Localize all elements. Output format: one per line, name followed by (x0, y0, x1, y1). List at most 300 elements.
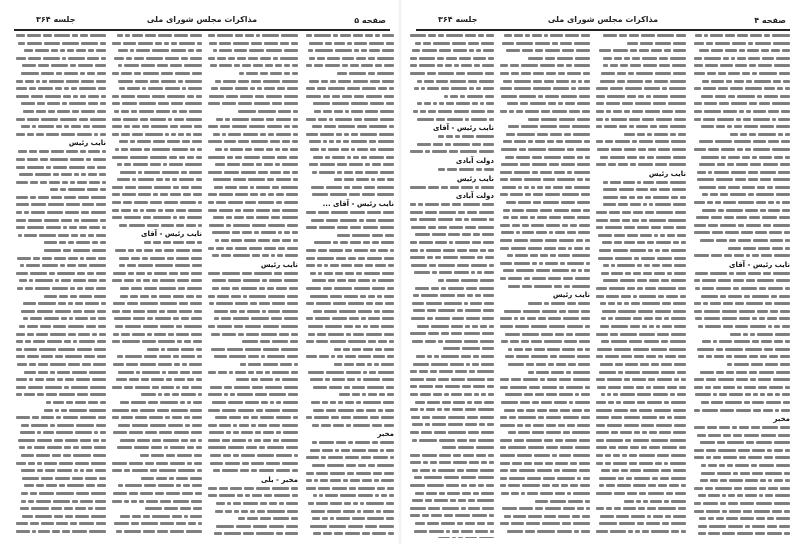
text-line (594, 71, 686, 76)
text-line (304, 109, 394, 114)
text-line (14, 506, 106, 511)
text-line (14, 233, 106, 238)
text-line (498, 529, 590, 534)
text-line (498, 301, 590, 306)
text-line (14, 362, 106, 367)
text-line (304, 531, 394, 536)
text-line (408, 324, 494, 329)
session-number: جلسه ۳۶۴ (36, 15, 76, 24)
text-line (408, 491, 494, 496)
text-line (206, 301, 298, 306)
text-line (692, 79, 790, 84)
text-line (110, 316, 202, 321)
text-line (14, 240, 106, 245)
text-line (206, 33, 298, 38)
text-line (594, 491, 686, 496)
text-line (498, 192, 590, 197)
text-line (594, 33, 686, 38)
text-line (692, 177, 790, 182)
text-line (498, 200, 590, 205)
text-line (692, 147, 790, 152)
text-line (594, 506, 686, 511)
text-line (206, 109, 298, 114)
text-line (304, 332, 394, 337)
text-line (14, 256, 106, 261)
text-line (594, 256, 686, 261)
text-line (14, 309, 106, 314)
text-line (594, 316, 686, 321)
text-line (594, 278, 686, 283)
text-line (498, 347, 590, 352)
text-line (304, 516, 394, 521)
text-line (692, 246, 790, 251)
text-line (692, 478, 790, 483)
text-line (498, 48, 590, 53)
text-line (14, 377, 106, 382)
text-line (408, 430, 494, 435)
text-line (594, 187, 686, 192)
text-line (692, 109, 790, 114)
text-line (110, 324, 202, 329)
text-line (692, 408, 790, 413)
text-line (498, 132, 590, 137)
text-line (498, 354, 590, 359)
page-number: صفحه ۴ (754, 16, 786, 25)
text-line (594, 41, 686, 46)
text-line (14, 294, 106, 299)
text-line (692, 377, 790, 382)
text-line (206, 215, 298, 220)
text-line (14, 529, 106, 534)
text-line (206, 246, 298, 251)
text-line (110, 185, 202, 190)
text-line (14, 132, 106, 137)
text-line (692, 139, 790, 144)
text-line (304, 139, 394, 144)
text-line (498, 71, 590, 76)
text-line (304, 509, 394, 514)
text-line (304, 132, 394, 137)
text-line (498, 215, 590, 220)
text-line (110, 147, 202, 152)
speaker-heading: مخبر - بلی (261, 475, 298, 484)
text-line (498, 253, 590, 258)
text-line (304, 478, 394, 483)
text-line (594, 408, 686, 413)
text-line (110, 79, 202, 84)
text-line (304, 286, 394, 291)
text-line (206, 486, 298, 491)
text-line (498, 468, 590, 473)
text-line (692, 238, 790, 243)
text-line (304, 362, 394, 367)
text-line (206, 155, 298, 160)
text-line (408, 354, 494, 359)
text-line (594, 324, 686, 329)
text-line (692, 230, 790, 235)
text-line (206, 531, 298, 536)
text-line (206, 278, 298, 283)
text-line (498, 370, 590, 375)
text-line (206, 493, 298, 498)
text-line (304, 86, 394, 91)
text-line (304, 377, 394, 382)
text-line (692, 463, 790, 468)
text-line (594, 521, 686, 526)
text-line (206, 400, 298, 405)
text-line (304, 177, 394, 182)
text-line (206, 294, 298, 299)
text-line (408, 270, 494, 275)
text-line (692, 124, 790, 129)
text-line (110, 438, 202, 443)
text-line (498, 276, 590, 281)
text-line (498, 453, 590, 458)
speaker-heading: نایب رئیس - آقای (141, 230, 202, 239)
text-line (14, 347, 106, 352)
text-line (498, 392, 590, 397)
text-line (408, 232, 494, 237)
text-line (14, 124, 106, 129)
text-column (110, 33, 202, 538)
text-line (692, 71, 790, 76)
text-line (594, 309, 686, 314)
text-line (594, 385, 686, 390)
text-line (408, 438, 494, 443)
text-column (692, 33, 790, 538)
text-line (110, 248, 202, 253)
text-line (692, 170, 790, 175)
text-line (304, 263, 394, 268)
text-line (692, 486, 790, 491)
text-line (206, 370, 298, 375)
text-line (110, 177, 202, 182)
text-line (498, 155, 590, 160)
text-line (304, 415, 394, 420)
text-line (594, 423, 686, 428)
text-line (304, 117, 394, 122)
text-line (14, 165, 106, 170)
text-line (14, 195, 106, 200)
text-line (14, 109, 106, 114)
text-line (14, 301, 106, 306)
text-line (110, 339, 202, 344)
text-line (498, 385, 590, 390)
text-line (408, 255, 494, 260)
text-line (692, 200, 790, 205)
text-line (408, 41, 494, 46)
text-line (14, 157, 106, 162)
text-line (14, 324, 106, 329)
text-line (110, 415, 202, 420)
text-line (304, 370, 394, 375)
text-line (692, 309, 790, 314)
text-line (408, 33, 494, 38)
text-line (408, 460, 494, 465)
text-line (110, 332, 202, 337)
text-line (110, 521, 202, 526)
text-line (692, 509, 790, 514)
text-line (14, 438, 106, 443)
text-line (692, 56, 790, 61)
text-line (304, 63, 394, 68)
text-line (594, 48, 686, 53)
text-line (304, 124, 394, 129)
text-line (304, 301, 394, 306)
text-line (110, 109, 202, 114)
text-line (692, 63, 790, 68)
text-line (408, 48, 494, 53)
text-line (206, 408, 298, 413)
text-line (594, 162, 686, 167)
text-line (110, 271, 202, 276)
text-line (304, 324, 394, 329)
text-line (408, 369, 494, 374)
text-line (498, 309, 590, 314)
text-line (498, 223, 590, 228)
text-line (408, 316, 494, 321)
text-line (692, 524, 790, 529)
text-line (14, 521, 106, 526)
text-line (692, 223, 790, 228)
text-line (594, 339, 686, 344)
text-line (304, 248, 394, 253)
speaker-heading: نایب رئیس (552, 291, 590, 300)
text-line (206, 339, 298, 344)
text-line (206, 430, 298, 435)
text-line (110, 170, 202, 175)
text-line (692, 425, 790, 430)
text-line (498, 438, 590, 443)
text-line (304, 316, 394, 321)
text-line (304, 162, 394, 167)
text-line (692, 192, 790, 197)
text-line (206, 223, 298, 228)
text-line (692, 208, 790, 213)
text-line (408, 63, 494, 68)
text-line (594, 415, 686, 420)
text-line (110, 430, 202, 435)
text-line (692, 94, 790, 99)
text-line (498, 499, 590, 504)
text-line (498, 284, 590, 289)
text-line (692, 286, 790, 291)
text-line (110, 445, 202, 450)
text-line (110, 278, 202, 283)
text-line (498, 514, 590, 519)
text-line (110, 294, 202, 299)
text-line (14, 41, 106, 46)
publication-title: مذاکرات مجلس شورای ملی (146, 15, 258, 24)
text-line (594, 354, 686, 359)
text-line (498, 408, 590, 413)
text-line (408, 149, 494, 154)
text-line (692, 385, 790, 390)
text-line (206, 238, 298, 243)
text-line (304, 392, 394, 397)
text-line (110, 200, 202, 205)
text-line (206, 101, 298, 106)
text-line (304, 271, 394, 276)
speaker-heading: نایب رئیس (260, 260, 298, 269)
speaker-heading: دولت آبادی (455, 156, 494, 165)
text-line (14, 316, 106, 321)
text-line (14, 117, 106, 122)
text-line (408, 71, 494, 76)
text-line (408, 263, 494, 268)
text-line (408, 377, 494, 382)
text-column (206, 33, 298, 538)
text-line (110, 63, 202, 68)
text-line (692, 155, 790, 160)
text-line (594, 476, 686, 481)
text-line (14, 476, 106, 481)
text-line (692, 162, 790, 167)
text-line (14, 187, 106, 192)
text-line (206, 332, 298, 337)
text-line (408, 185, 494, 190)
text-line (594, 468, 686, 473)
text-line (692, 132, 790, 137)
text-line (206, 170, 298, 175)
text-line (206, 286, 298, 291)
text-line (408, 308, 494, 313)
text-line (110, 263, 202, 268)
text-line (206, 71, 298, 76)
text-line (304, 33, 394, 38)
text-line (594, 202, 686, 207)
text-line (408, 109, 494, 114)
text-line (498, 170, 590, 175)
text-line (206, 468, 298, 473)
text-line (14, 468, 106, 473)
text-line (110, 408, 202, 413)
text-line (304, 400, 394, 405)
text-line (304, 463, 394, 468)
text-line (206, 347, 298, 352)
text-line (594, 377, 686, 382)
text-line (692, 101, 790, 106)
text-line (14, 491, 106, 496)
text-line (692, 278, 790, 283)
text-line (206, 438, 298, 443)
text-line (110, 468, 202, 473)
text-line (692, 531, 790, 536)
text-line (14, 94, 106, 99)
text-line (594, 225, 686, 230)
text-line (594, 294, 686, 299)
text-line (408, 167, 494, 172)
text-line (498, 86, 590, 91)
text-line (110, 86, 202, 91)
text-line (594, 392, 686, 397)
text-line (110, 423, 202, 428)
text-line (110, 56, 202, 61)
text-line (594, 233, 686, 238)
page-header (14, 14, 390, 28)
text-line (594, 240, 686, 245)
text-line (594, 79, 686, 84)
text-line (594, 286, 686, 291)
text-line (110, 286, 202, 291)
speaker-heading: نایب رئیس - آقای ... (322, 200, 394, 209)
text-line (110, 514, 202, 519)
text-line (692, 253, 790, 258)
text-line (14, 79, 106, 84)
text-line (692, 362, 790, 367)
speaker-heading: نایب رئیس (648, 169, 686, 178)
text-line (498, 230, 590, 235)
text-line (408, 86, 494, 91)
text-line (206, 162, 298, 167)
text-line (14, 286, 106, 291)
text-line (14, 339, 106, 344)
text-line (206, 48, 298, 53)
text-line (14, 370, 106, 375)
text-line (110, 256, 202, 261)
text-line (498, 362, 590, 367)
text-line (594, 514, 686, 519)
text-line (594, 461, 686, 466)
text-line (692, 215, 790, 220)
text-line (110, 491, 202, 496)
header-rule (416, 29, 790, 31)
text-line (408, 415, 494, 420)
text-line (594, 132, 686, 137)
text-line (110, 240, 202, 245)
text-line (498, 185, 590, 190)
text-line (498, 63, 590, 68)
speaker-heading: نایب رئیس (456, 174, 494, 183)
text-line (14, 278, 106, 283)
text-line (110, 461, 202, 466)
text-line (498, 246, 590, 251)
text-line (304, 455, 394, 460)
text-line (498, 461, 590, 466)
text-line (14, 514, 106, 519)
page-number: صفحه ۵ (354, 16, 386, 25)
text-line (206, 41, 298, 46)
text-line (498, 316, 590, 321)
text-line (594, 147, 686, 152)
text-line (594, 139, 686, 144)
text-line (110, 41, 202, 46)
text-line (304, 170, 394, 175)
text-line (110, 476, 202, 481)
text-line (692, 316, 790, 321)
text-line (408, 331, 494, 336)
text-line (594, 56, 686, 61)
text-line (14, 218, 106, 223)
text-line (14, 408, 106, 413)
speaker-heading: دولت آبادی (455, 192, 494, 201)
text-line (206, 309, 298, 314)
text-line (304, 233, 394, 238)
text-line (304, 240, 394, 245)
text-line (14, 149, 106, 154)
text-line (206, 192, 298, 197)
text-line (14, 263, 106, 268)
text-line (110, 94, 202, 99)
text-line (14, 430, 106, 435)
text-line (206, 208, 298, 213)
text-line (14, 248, 106, 253)
text-line (408, 56, 494, 61)
text-line (692, 501, 790, 506)
text-line (408, 142, 494, 147)
text-line (692, 185, 790, 190)
text-line (304, 339, 394, 344)
